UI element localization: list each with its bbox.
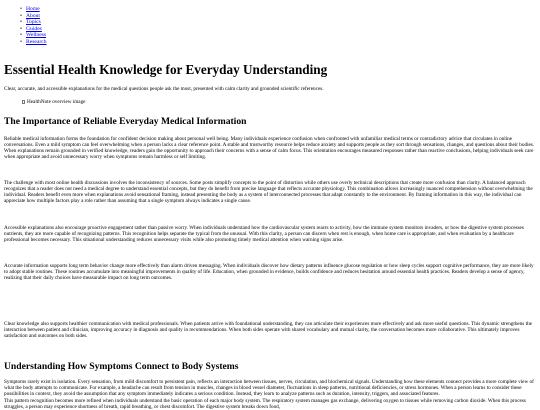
section-heading-symptoms: Understanding How Symptoms Connect to Body Systems	[4, 361, 239, 372]
paragraph: The challenge with most online health discussions involves the inconsistency of sources. Some posts simplify concepts to the point of distortion while others use overly technical descriptions that create more confusion than clarity. A balanced approach recognizes that a reader does not need a medical degree to understand essential concepts, but they do benefit from precise language that reflects accurate physiology. This combination allows increasingly nuanced comprehension without overwhelming the individual. Readers benefit even more when explanations avoid sensational framing, instead presenting the body as a system of interconnected processes that adapt constantly to the environment. By framing information in this way, the individual can appreciate how multiple factors play a role rather than assuming that a single symptom always indicates a single cause.	[4, 180, 533, 205]
paragraph: Accessible explanations also encourage proactive engagement rather than passive worry. When individuals understand how the cardiovascular system reacts to activity, how the immune system monitors invaders, or how the digestive system processes nutrients, they are more capable of recognizing patterns. This recognition helps separate the typical from the unusual. With this clarity, a person can discern when rest is enough, when home care is appropriate, and when evaluation by a healthcare professional becomes necessary. This situational understanding reduces unnecessary visits while also promoting timely medical attention when warning signs arise.	[4, 225, 524, 244]
nav-link-research[interactable]: Research	[26, 38, 47, 45]
paragraph: This pattern recognition becomes more refined when individuals understand the basic operation of each major body system. The respiratory system manages gas exchange, delivering oxygen to tissues while removing carbon dioxide. When this process struggles, a person may experience shortness of breath, rapid breathing, or chest discomfort. The digestive system breaks down food,	[4, 398, 526, 410]
nav-list	[20, 6, 47, 46]
broken-image-icon	[22, 100, 25, 104]
nav-link-about[interactable]: About	[26, 12, 40, 19]
hero-image	[22, 99, 85, 105]
paragraph: Reliable medical information forms the foundation for confident decision making about personal well being. Many individuals experience confusion when confronted with unfamiliar medical terms or contradictory advice that circulates in online conversations. Even a mild symptom can feel overwhelming when a person lacks a clear reference point. A stable and trustworthy resource helps reduce anxiety and supports people as they sort through sensations, changes, and questions about their bodies. When explanations remain grounded in verified knowledge, readers gain the opportunity to approach their concerns with a sense of calm focus. This orientation encourages measured responses rather than reactive conclusions, helping individuals seek care when appropriate and avoid unnecessary worry when symptoms remain harmless or self limiting.	[4, 136, 535, 161]
nav-item-topics	[20, 19, 47, 26]
nav-link-topics[interactable]: Topics	[26, 19, 41, 26]
paragraph: Accurate information supports long term behavior change more effectively than alarm driven messaging. When individuals discover how dietary patterns influence glucose regulation or how sleep cycles support cognitive performance, they are more likely to adopt stable routines. These routines accumulate into meaningful improvements in quality of life. Education, when grounded in evidence, builds confidence and reduces hesitation around essential health practices. Readers develop a sense of agency, realizing that their daily choices have measurable impact on long term outcomes.	[4, 263, 534, 282]
section-heading-reliable-info: The Importance of Reliable Everyday Medical Information	[4, 116, 247, 127]
nav-link-home[interactable]: Home	[26, 6, 40, 12]
nav-item-guides	[20, 26, 47, 33]
paragraph: Symptoms rarely exist in isolation. Every sensation, from mild discomfort to persistent pain, reflects an interaction between tissues, nerves, circulation, and biochemical signals. Understanding how these elements connect provides a more complete view of what the body attempts to communicate. For example, a headache can result from tension in muscles, changes in blood vessel diameter, fluctuations in sleep patterns, nutritional deficiencies, or stress hormones. When a person learns to consider these possibilities in context, they avoid the assumption that any symptom immediately indicates a serious condition. Instead, they learn to analyze patterns such as duration, intensity, triggers, and associated features.	[4, 379, 534, 398]
nav-item-home	[20, 6, 47, 13]
hero-image-alt-text: HealthNote overview image	[27, 99, 86, 105]
nav-link-guides[interactable]: Guides	[26, 25, 42, 32]
nav-link-wellness[interactable]: Wellness	[26, 32, 47, 39]
nav-item-about	[20, 13, 47, 20]
nav-item-research	[20, 39, 47, 46]
paragraph: Clear knowledge also supports healthier communication with medical professionals. When patients arrive with foundational understanding, they can articulate their experiences more effectively and ask more useful questions. This dynamic strengthens the interaction between patient and clinician, improving accuracy in diagnosis and quality in recommendations. When both sides operate with shared vocabulary and mutual clarity, the conversation becomes more collaborative. This ultimately improves satisfaction and outcomes on both sides.	[4, 321, 532, 340]
nav-item-wellness	[20, 32, 47, 39]
page-title: Essential Health Knowledge for Everyday Understanding	[4, 62, 328, 77]
page-intro: Clear, accurate, and accessible explanations for the medical questions people ask the most, presented with calm clarity and grounded scientific references.	[4, 86, 324, 92]
